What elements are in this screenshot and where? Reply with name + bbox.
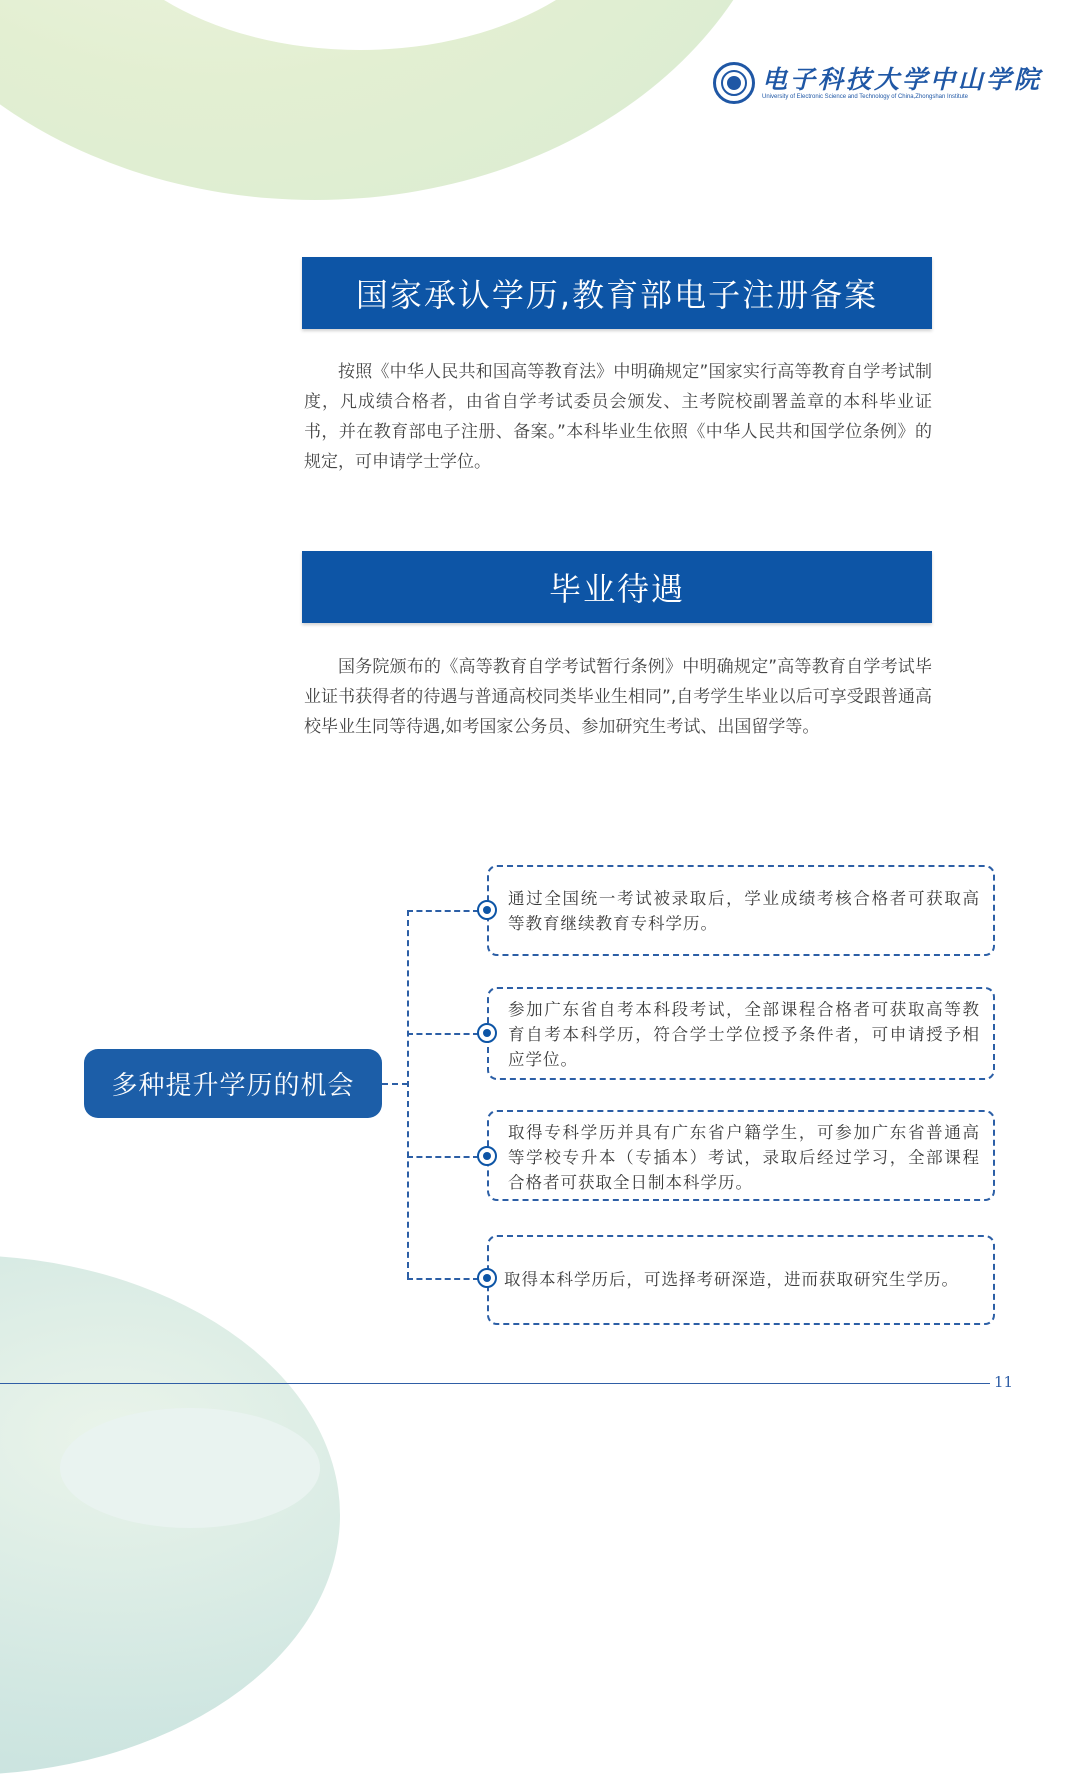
bullet-node-icon (477, 1268, 497, 1288)
bullet-node-icon (477, 900, 497, 920)
section-body-graduate-benefits: 国务院颁布的《高等教育自学考试暂行条例》中明确规定”高等教育自学考试毕业证书获得者的待遇与普通高校同类毕业生相同”,自考学生毕业以后可享受跟普通高校毕业生同等待遇,如考国家公务员、参加研究生考试、出国留学等。 (304, 657, 932, 737)
opportunity-text-4: 取得本科学历后，可选择考研深造，进而获取研究生学历。 (504, 1270, 959, 1289)
section-body-accreditation: 按照《中华人民共和国高等教育法》中明确规定”国家实行高等教育自学考试制度，凡成绩合格者，由省自学考试委员会颁发、主考院校副署盖章的本科毕业证书，并在教育部电子注册、备案。”本科毕业生依照《中华人民共和国学位条例》的规定，可申请学士学位。 (304, 362, 932, 472)
university-name: 电子科技大学中山学院 (762, 65, 1043, 94)
section-title-graduate-benefits: 毕业待遇 (302, 551, 932, 623)
university-english-name: University of Electronic Science and Technology of China,Zhongshan Institute (762, 94, 969, 100)
section-title-accreditation: 国家承认学历,教育部电子注册备案 (302, 257, 932, 329)
opportunity-text-3: 取得专科学历并具有广东省户籍学生，可参加广东省普通高等学校专升本（专插本）考试，录取后经过学习，全部课程合格者可获取全日制本科学历。 (508, 1123, 980, 1192)
opportunity-text-2: 参加广东省自考本科段考试，全部课程合格者可获取高等教育自考本科学历，符合学士学位授予条件者，可申请授予相应学位。 (508, 1000, 980, 1069)
page-number: 11 (994, 1373, 1014, 1391)
connector-branch-3 (407, 1156, 479, 1158)
opportunity-text-1: 通过全国统一考试被录取后，学业成绩考核合格者可获取高等教育继续教育专科学历。 (508, 889, 980, 933)
connector-branch-4 (407, 1278, 479, 1280)
bottom-decorative-highlight (60, 1408, 320, 1528)
bullet-node-icon (477, 1023, 497, 1043)
connector-main (382, 1083, 408, 1085)
connector-branch-2 (407, 1033, 479, 1035)
bullet-node-icon (477, 1146, 497, 1166)
connector-branch-1 (407, 910, 479, 912)
university-emblem-icon (713, 62, 755, 104)
connector-trunk (407, 910, 409, 1278)
footer-divider (0, 1383, 990, 1384)
opportunities-title: 多种提升学历的机会 (84, 1049, 382, 1118)
